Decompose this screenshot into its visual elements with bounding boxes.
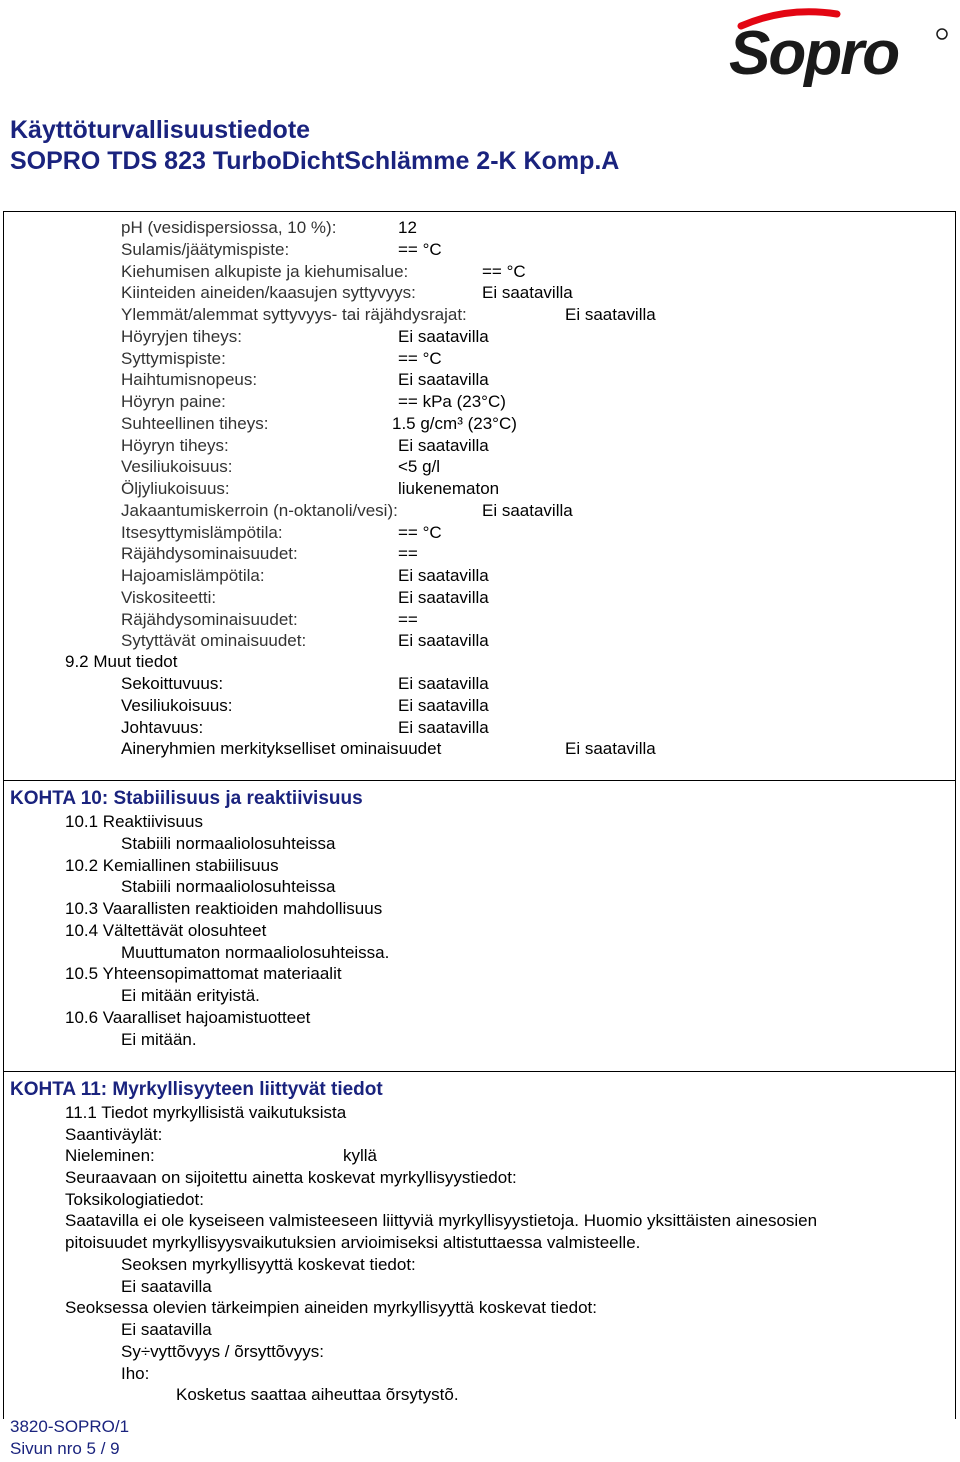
section11-line: Iho:	[121, 1364, 150, 1383]
product-name: SOPRO TDS 823 TurboDichtSchlämme 2-K Komp.A	[10, 147, 620, 175]
section11-heading: KOHTA 11: Myrkyllisyyteen liittyvät tiedot	[10, 1079, 383, 1100]
property-label: Höyryjen tiheys:	[121, 326, 242, 346]
section11-line: Seoksessa olevien tärkeimpien aineiden myrkyllisyyttä koskevat tiedot:	[65, 1298, 597, 1317]
property-label: Kiinteiden aineiden/kaasujen syttyvyys:	[121, 283, 416, 303]
property-label: Syttymispiste:	[121, 348, 226, 368]
section11-line: Toksikologiatiedot:	[65, 1190, 204, 1209]
sopro-logo-graphic	[727, 4, 951, 90]
section10-line: Muuttumaton normaaliolosuhteissa.	[121, 942, 390, 962]
property-label: Kiehumisen alkupiste ja kiehumisalue:	[121, 261, 409, 281]
other-info-label: Vesiliukoisuus:	[121, 695, 233, 715]
property-label: Vesiliukoisuus:	[121, 457, 233, 477]
property-label: Suhteellinen tiheys:	[121, 413, 269, 433]
property-value: Ei saatavilla	[398, 587, 489, 607]
section11-line: Ei saatavilla	[121, 1320, 212, 1339]
property-label: Räjähdysominaisuudet:	[121, 544, 298, 564]
other-info-value: Ei saatavilla	[398, 674, 489, 693]
section11-line: Saantiväylät:	[65, 1125, 163, 1144]
property-value: == °C	[482, 261, 526, 281]
property-value: Ei saatavilla	[398, 631, 489, 651]
section10-line: Ei mitään erityistä.	[121, 986, 260, 1005]
property-value: Ei saatavilla	[482, 283, 573, 303]
sopro-logo	[727, 4, 951, 90]
section10-line: 10.3 Vaarallisten reaktioiden mahdollisuus	[65, 899, 383, 918]
page-number: Sivun nro 5 / 9	[10, 1439, 120, 1458]
section10-line: 10.1 Reaktiivisuus	[65, 812, 203, 831]
section10-line: 10.6 Vaaralliset hajoamistuotteet	[65, 1007, 311, 1027]
section10-line: Stabiili normaaliolosuhteissa	[121, 877, 336, 897]
other-info-label: Johtavuus:	[121, 717, 204, 737]
section11-line: Saatavilla ei ole kyseiseen valmisteeseen liittyviä myrkyllisyystietoja. Huomio yksittäisten ainesosien	[65, 1211, 818, 1230]
section10-line: 10.2 Kemiallinen stabiilisuus	[65, 855, 279, 875]
property-value: == °C	[398, 348, 442, 368]
property-value: == °C	[398, 522, 442, 542]
property-value: 1.5 g/cm³ (23°C)	[392, 413, 517, 433]
other-info-value: Ei saatavilla	[398, 717, 489, 737]
property-label: Haihtumisnopeus:	[121, 370, 258, 390]
property-value: ==	[398, 544, 418, 564]
property-label: Hajoamislämpötila:	[121, 566, 265, 585]
property-value: Ei saatavilla	[565, 305, 656, 324]
section11-line: Nieleminen:	[65, 1146, 155, 1165]
section11-line: 11.1 Tiedot myrkyllisistä vaikutuksista	[65, 1103, 347, 1122]
property-value: 12	[398, 218, 417, 237]
property-label: pH (vesidispersiossa, 10 %):	[121, 218, 337, 237]
property-value: == °C	[398, 239, 442, 259]
property-label: Itsesyttymislämpötila:	[121, 522, 283, 542]
property-label: Sulamis/jäätymispiste:	[121, 239, 290, 259]
other-info-label: Aineryhmien merkitykselliset ominaisuudet	[121, 739, 442, 759]
property-value: <5 g/l	[398, 457, 441, 477]
property-value: Ei saatavilla	[482, 500, 573, 520]
section10-line: 10.5 Yhteensopimattomat materiaalit	[65, 964, 342, 984]
property-value: Ei saatavilla	[398, 566, 489, 585]
property-label: Sytyttävät ominaisuudet:	[121, 631, 307, 651]
property-label: Räjähdysominaisuudet:	[121, 609, 298, 629]
other-info-heading: 9.2 Muut tiedot	[65, 652, 178, 671]
property-label: Höyryn paine:	[121, 392, 226, 411]
section11-line: Seuraavaan on sijoitettu ainetta koskevat myrkyllisyystiedot:	[65, 1168, 517, 1187]
property-value: liukenematon	[398, 479, 500, 498]
property-value: ==	[398, 609, 418, 629]
property-label: Öljyliukoisuus:	[121, 479, 230, 498]
other-info-value: Ei saatavilla	[398, 695, 489, 715]
doc-code: 3820-SOPRO/1	[10, 1417, 130, 1436]
section11-line: Kosketus saattaa aiheuttaa õrsytystõ.	[176, 1385, 459, 1404]
section11-line: Sy÷vyttõvyys / õrsyttõvyys:	[121, 1342, 324, 1361]
section10-line: 10.4 Vältettävät olosuhteet	[65, 920, 267, 940]
section10-line: Stabiili normaaliolosuhteissa	[121, 833, 336, 853]
property-label: Viskositeetti:	[121, 587, 217, 607]
property-value: Ei saatavilla	[398, 435, 489, 455]
section11-line: pitoisuudet myrkyllisyysvaikutuksien arvioimiseksi altistuttaessa valmisteelle.	[65, 1233, 641, 1252]
svg-text:Sopro: Sopro	[729, 19, 899, 88]
property-label: Höyryn tiheys:	[121, 435, 229, 455]
section11-line: Ei saatavilla	[121, 1277, 212, 1296]
property-label: Jakaantumiskerroin (n-oktanoli/vesi):	[121, 500, 398, 520]
property-value: Ei saatavilla	[398, 370, 489, 390]
property-value: == kPa (23°C)	[398, 392, 506, 411]
other-info-label: Sekoittuvuus:	[121, 674, 224, 693]
other-info-value: Ei saatavilla	[565, 739, 656, 759]
property-value: Ei saatavilla	[398, 326, 489, 346]
section11-line: kyllä	[343, 1146, 378, 1165]
section11-line: Seoksen myrkyllisyyttä koskevat tiedot:	[121, 1255, 416, 1274]
section10-line: Ei mitään.	[121, 1029, 197, 1049]
section10-heading: KOHTA 10: Stabiilisuus ja reaktiivisuus	[10, 788, 363, 809]
property-label: Ylemmät/alemmat syttyvyys- tai räjähdysrajat:	[121, 305, 467, 324]
document-title: Käyttöturvallisuustiedote	[10, 116, 311, 144]
